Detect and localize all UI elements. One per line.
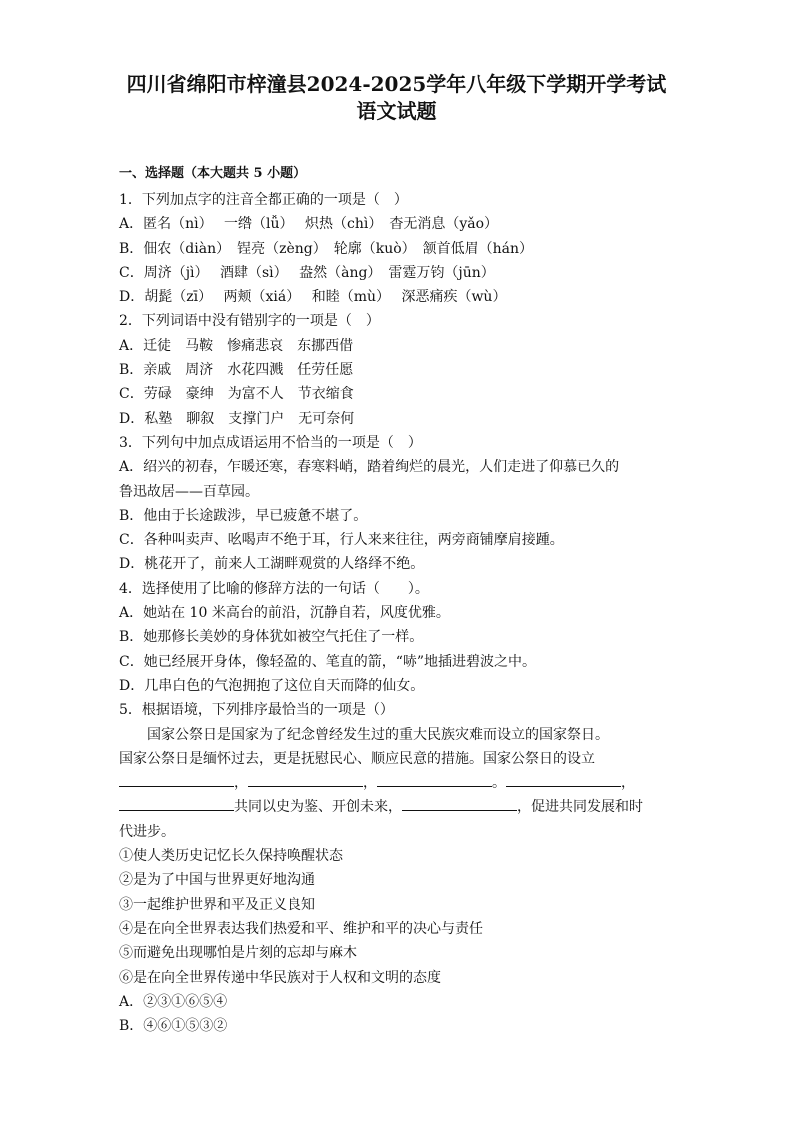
exam-title-line2: 语文试题 [356,99,437,123]
q5-option-b: B．④⑥①⑤③② [119,1018,228,1035]
q1-stem: 1．下列加点字的注音全都正确的一项是（ ） [119,192,408,208]
fill-blank-4 [506,772,621,787]
comma-2: ， [363,775,377,792]
q5-passage-line2: 国家公祭日是缅怀过去，更是抚慰民心、顺应民意的措施。国家公祭日的设立 [119,750,595,767]
q5-passage-line4 [119,795,679,819]
q4-option-a: A．她站在 10 米高台的前沿，沉静自若，风度优雅。 [119,605,450,622]
q3-option-b: B．他由于长途跋涉，早已疲惫不堪了。 [119,507,368,524]
q5-item-6: ⑥是在向全世界传递中华民族对于人权和文明的态度 [119,969,441,986]
q3-stem: 3．下列句中加点成语运用不恰当的一项是（ ） [119,434,422,451]
q5-item-4: ④是在向全世界表达我们热爱和平、维护和平的决心与责任 [119,920,483,937]
q5-item-5: ⑤而避免出现哪怕是片刻的忘却与麻木 [119,945,357,962]
q3-option-a-line2: 鲁迅故居——百草园。 [119,483,259,500]
section-heading: 一、选择题（本大题共 5 小题） [119,166,307,181]
questions-body [119,188,679,1038]
q4-option-c: C．她已经展开身体，像轻盈的、笔直的箭，“哧”地插进碧波之中。 [119,653,537,670]
q2-option-d: D．私塾 聊叙 支撑门户 无可奈何 [119,410,355,427]
q5-item-3: ③一起维护世界和平及正义良知 [119,896,315,913]
q2-stem: 2．下列词语中没有错别字的一项是（ ） [119,313,380,330]
fill-blank-2 [248,772,363,787]
fill-blank-6 [402,796,517,811]
period-1: 。 [492,775,506,792]
q5-passage-end: ，促进共同发展和时 [517,799,643,816]
q5-option-a: A．②③①⑥⑤④ [119,993,228,1010]
q3-option-c: C．各种叫卖声、吆喝声不绝于耳，行人来来往往，两旁商铺摩肩接踵。 [119,532,564,549]
fill-blank-3 [377,772,492,787]
q1-option-a: A．匿名（nì） 一绺（lǚ） 炽热（chì） 杳无消息（yǎo） [119,216,499,233]
q5-item-2: ②是为了中国与世界更好地沟通 [119,872,315,889]
q3-option-d: D．桃花开了，前来人工湖畔观赏的人络绎不绝。 [119,556,425,573]
fill-blank-1 [119,772,234,787]
comma-3: ， [621,775,635,792]
q1-option-b: B．佃农（diàn） 锃亮（zèng） 轮廓（kuò） 颔首低眉（hán） [119,240,534,257]
q5-stem: 5．根据语境，下列排序最恰当的一项是（） [119,702,394,719]
q5-passage-line1: 国家公祭日是国家为了纪念曾经发生过的重大民族灾难而设立的国家祭日。 [147,726,609,743]
q2-option-a: A．迁徒 马鞍 惨痛悲哀 东挪西借 [119,337,354,354]
q3-option-a-line1: A．绍兴的初春，乍暖还寒，春寒料峭，踏着绚烂的晨光，人们走进了仰慕已久的 [119,459,620,476]
fill-blank-5 [119,796,234,811]
q1-option-d: D．胡髭（zī） 两颊（xiá） 和睦（mù） 深恶痛疾（wù） [119,289,507,306]
q2-option-b: B．亲戚 周济 水花四溅 任劳任愿 [119,362,354,379]
exam-title-line1: 四川省绵阳市梓潼县2024-2025学年八年级下学期开学考试 [126,72,667,96]
q5-passage-line3 [119,771,679,795]
q5-passage-line5: 代进步。 [119,823,175,840]
comma-1: ， [234,775,248,792]
q4-option-b: B．她那修长美妙的身体犹如被空气托住了一样。 [119,629,424,646]
q4-option-d: D．几串白色的气泡拥抱了这位自天而降的仙女。 [119,677,425,694]
q1-option-c: C．周济（jì） 酒肆（sì） 盎然（àng） 雷霆万钧（jūn） [119,264,495,281]
q2-option-c: C．劳碌 豪绅 为富不人 节衣缩食 [119,386,354,403]
q5-passage-mid: 共同以史为鉴、开创未来， [234,799,402,816]
q4-stem: 4．选择使用了比喻的修辞方法的一句话（ ）。 [119,580,429,597]
q5-item-1: ①使人类历史记忆长久保持唤醒状态 [119,848,343,865]
